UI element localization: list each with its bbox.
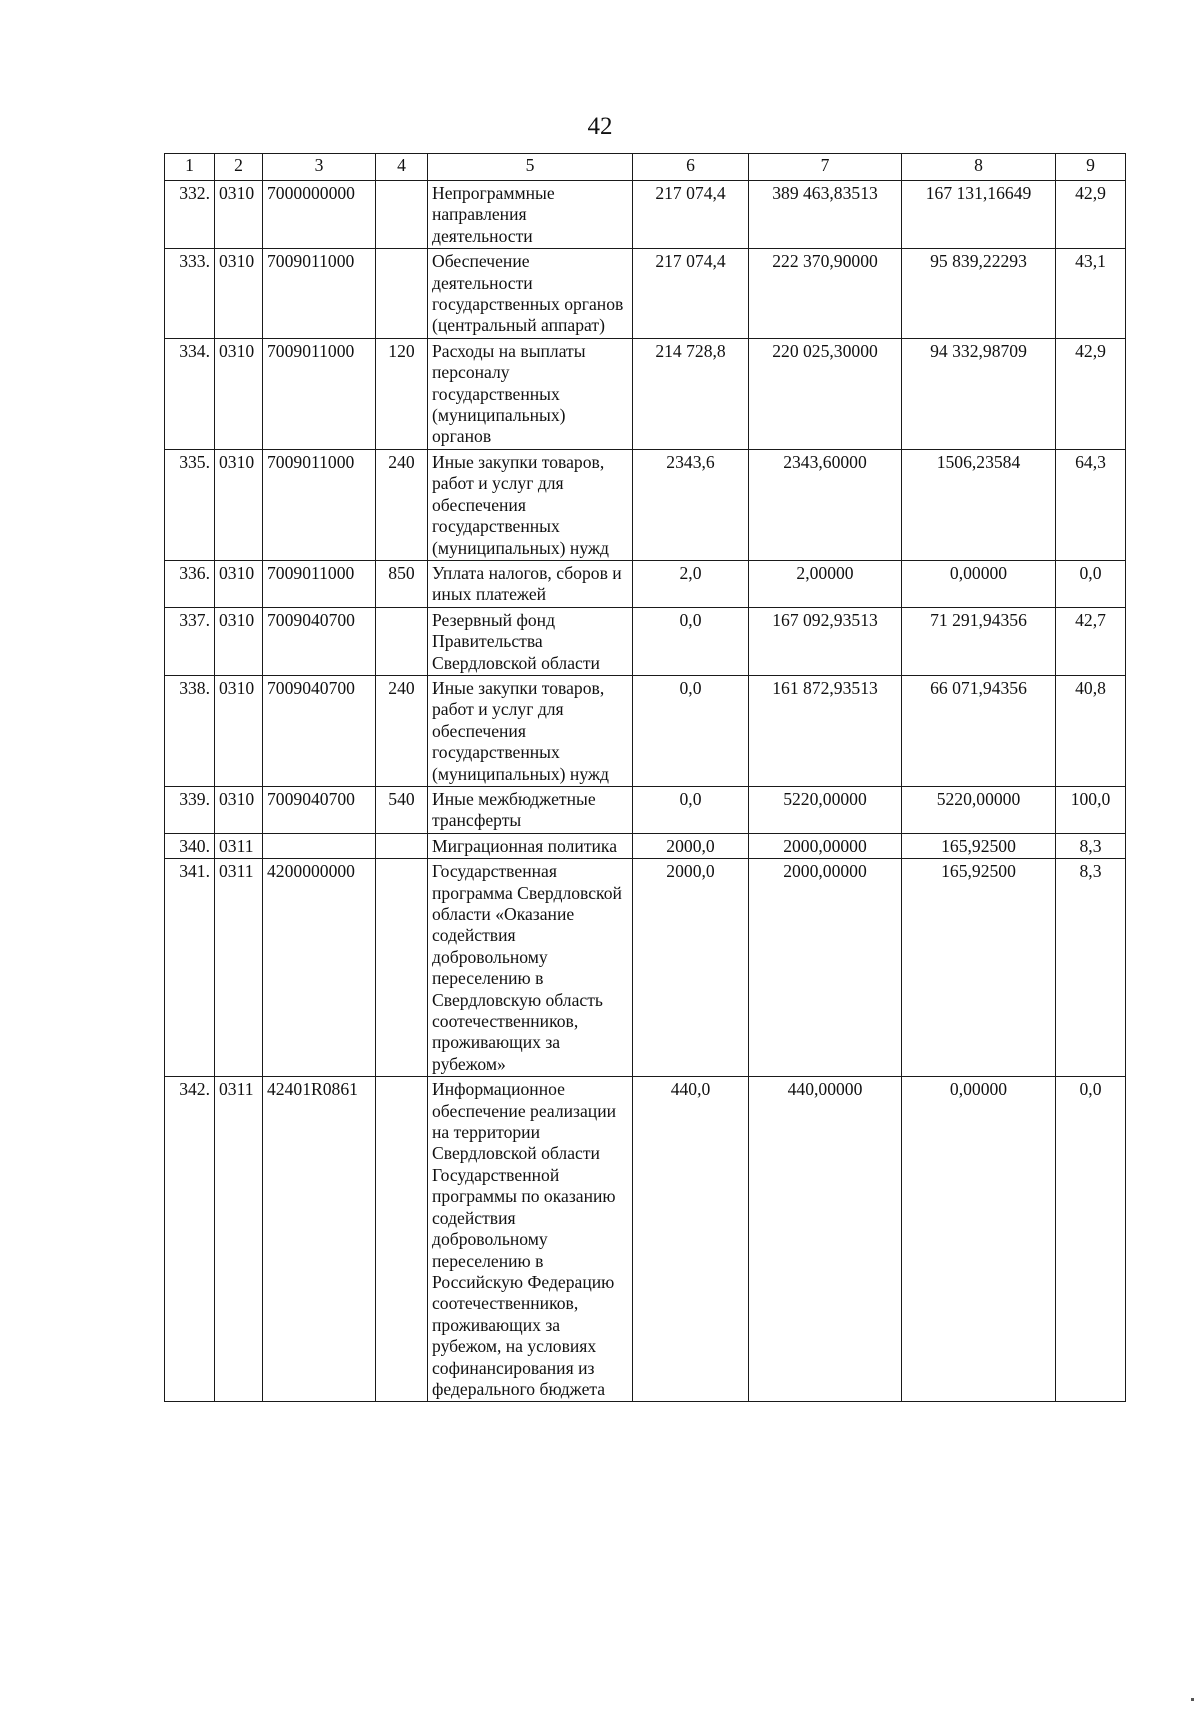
row-number-cell: 336. — [165, 560, 215, 607]
approved-amount-cell: 161 872,93513 — [749, 675, 902, 786]
header-cell-4: 4 — [376, 154, 428, 181]
expense-type-cell — [376, 859, 428, 1077]
header-cell-7: 7 — [749, 154, 902, 181]
header-row — [165, 154, 1126, 181]
section-code-cell: 0311 — [215, 1077, 263, 1402]
row-number-cell: 341. — [165, 859, 215, 1077]
table-row — [165, 1077, 1126, 1402]
table-row — [165, 859, 1126, 1077]
target-article-cell: 7009011000 — [263, 560, 376, 607]
expense-type-cell: 850 — [376, 560, 428, 607]
executed-amount-cell: 167 131,16649 — [902, 181, 1056, 249]
table-row — [165, 833, 1126, 858]
approved-amount-cell: 220 025,30000 — [749, 338, 902, 449]
approved-amount-cell: 2000,00000 — [749, 859, 902, 1077]
expense-type-cell — [376, 607, 428, 675]
page-number: 42 — [587, 113, 613, 140]
target-article-cell: 7000000000 — [263, 181, 376, 249]
execution-percent-cell: 40,8 — [1056, 675, 1126, 786]
executed-amount-cell: 165,92500 — [902, 859, 1056, 1077]
header-cell-2: 2 — [215, 154, 263, 181]
section-code-cell: 0310 — [215, 338, 263, 449]
table-row — [165, 675, 1126, 786]
execution-percent-cell: 64,3 — [1056, 449, 1126, 560]
row-number-cell: 334. — [165, 338, 215, 449]
row-number-cell: 333. — [165, 249, 215, 339]
planned-amount-cell: 2343,6 — [633, 449, 749, 560]
approved-amount-cell: 440,00000 — [749, 1077, 902, 1402]
expense-type-cell: 240 — [376, 449, 428, 560]
executed-amount-cell: 95 839,22293 — [902, 249, 1056, 339]
approved-amount-cell: 5220,00000 — [749, 786, 902, 833]
approved-amount-cell: 167 092,93513 — [749, 607, 902, 675]
section-code-cell: 0310 — [215, 449, 263, 560]
expense-type-cell — [376, 181, 428, 249]
section-code-cell: 0310 — [215, 249, 263, 339]
planned-amount-cell: 0,0 — [633, 607, 749, 675]
expense-type-cell — [376, 1077, 428, 1402]
executed-amount-cell: 165,92500 — [902, 833, 1056, 858]
item-name-cell: Миграционная политика — [428, 833, 633, 858]
section-code-cell: 0310 — [215, 675, 263, 786]
header-cell-3: 3 — [263, 154, 376, 181]
execution-percent-cell: 42,9 — [1056, 338, 1126, 449]
row-number-cell: 335. — [165, 449, 215, 560]
planned-amount-cell: 217 074,4 — [633, 181, 749, 249]
item-name-cell: Обеспечение деятельности государственных органов (центральный аппарат) — [428, 249, 633, 339]
budget-table — [164, 153, 1126, 1402]
execution-percent-cell: 43,1 — [1056, 249, 1126, 339]
table-row — [165, 786, 1126, 833]
expense-type-cell: 120 — [376, 338, 428, 449]
row-number-cell: 339. — [165, 786, 215, 833]
header-cell-6: 6 — [633, 154, 749, 181]
planned-amount-cell: 217 074,4 — [633, 249, 749, 339]
row-number-cell: 342. — [165, 1077, 215, 1402]
executed-amount-cell: 1506,23584 — [902, 449, 1056, 560]
item-name-cell: Уплата налогов, сборов и иных платежей — [428, 560, 633, 607]
section-code-cell: 0310 — [215, 181, 263, 249]
table-row — [165, 449, 1126, 560]
row-number-cell: 332. — [165, 181, 215, 249]
scan-mark — [1191, 1698, 1194, 1701]
table-row — [165, 338, 1126, 449]
approved-amount-cell: 2000,00000 — [749, 833, 902, 858]
section-code-cell: 0310 — [215, 560, 263, 607]
header-cell-5: 5 — [428, 154, 633, 181]
target-article-cell: 7009040700 — [263, 675, 376, 786]
header-cell-8: 8 — [902, 154, 1056, 181]
row-number-cell: 337. — [165, 607, 215, 675]
execution-percent-cell: 100,0 — [1056, 786, 1126, 833]
expense-type-cell: 240 — [376, 675, 428, 786]
table-row — [165, 181, 1126, 249]
approved-amount-cell: 2343,60000 — [749, 449, 902, 560]
planned-amount-cell: 214 728,8 — [633, 338, 749, 449]
expense-type-cell — [376, 249, 428, 339]
target-article-cell: 7009011000 — [263, 249, 376, 339]
execution-percent-cell: 0,0 — [1056, 1077, 1126, 1402]
table-row — [165, 607, 1126, 675]
planned-amount-cell: 0,0 — [633, 786, 749, 833]
item-name-cell: Иные закупки товаров, работ и услуг для обеспечения государственных (муниципальных) нужд — [428, 675, 633, 786]
executed-amount-cell: 94 332,98709 — [902, 338, 1056, 449]
item-name-cell: Непрограммные направления деятельности — [428, 181, 633, 249]
approved-amount-cell: 2,00000 — [749, 560, 902, 607]
approved-amount-cell: 222 370,90000 — [749, 249, 902, 339]
approved-amount-cell: 389 463,83513 — [749, 181, 902, 249]
execution-percent-cell: 42,9 — [1056, 181, 1126, 249]
row-number-cell: 338. — [165, 675, 215, 786]
executed-amount-cell: 66 071,94356 — [902, 675, 1056, 786]
target-article-cell: 7009011000 — [263, 449, 376, 560]
target-article-cell: 7009040700 — [263, 607, 376, 675]
execution-percent-cell: 8,3 — [1056, 859, 1126, 1077]
table-row — [165, 249, 1126, 339]
item-name-cell: Иные межбюджетные трансферты — [428, 786, 633, 833]
item-name-cell: Государственная программа Свердловской области «Оказание содействия добровольному переселению в Свердловскую область соотечественников, проживающих за рубежом» — [428, 859, 633, 1077]
item-name-cell: Резервный фонд Правительства Свердловской области — [428, 607, 633, 675]
item-name-cell: Расходы на выплаты персоналу государственных (муниципальных) органов — [428, 338, 633, 449]
executed-amount-cell: 71 291,94356 — [902, 607, 1056, 675]
table-row — [165, 560, 1126, 607]
section-code-cell: 0311 — [215, 833, 263, 858]
item-name-cell: Иные закупки товаров, работ и услуг для обеспечения государственных (муниципальных) нужд — [428, 449, 633, 560]
planned-amount-cell: 2000,0 — [633, 833, 749, 858]
executed-amount-cell: 5220,00000 — [902, 786, 1056, 833]
section-code-cell: 0310 — [215, 786, 263, 833]
execution-percent-cell: 42,7 — [1056, 607, 1126, 675]
expense-type-cell: 540 — [376, 786, 428, 833]
target-article-cell — [263, 833, 376, 858]
execution-percent-cell: 0,0 — [1056, 560, 1126, 607]
budget-table-body — [165, 181, 1126, 1402]
target-article-cell: 42401R0861 — [263, 1077, 376, 1402]
execution-percent-cell: 8,3 — [1056, 833, 1126, 858]
planned-amount-cell: 440,0 — [633, 1077, 749, 1402]
row-number-cell: 340. — [165, 833, 215, 858]
section-code-cell: 0310 — [215, 607, 263, 675]
executed-amount-cell: 0,00000 — [902, 560, 1056, 607]
target-article-cell: 7009040700 — [263, 786, 376, 833]
target-article-cell: 4200000000 — [263, 859, 376, 1077]
item-name-cell: Информационное обеспечение реализации на территории Свердловской области Государственной программы по оказанию содействия добровольному переселению в Российскую Федерацию соотечественников, проживающих за рубежом, на условиях софинансирования из федерального бюджета — [428, 1077, 633, 1402]
header-cell-1: 1 — [165, 154, 215, 181]
planned-amount-cell: 2,0 — [633, 560, 749, 607]
header-cell-9: 9 — [1056, 154, 1126, 181]
executed-amount-cell: 0,00000 — [902, 1077, 1056, 1402]
planned-amount-cell: 0,0 — [633, 675, 749, 786]
section-code-cell: 0311 — [215, 859, 263, 1077]
planned-amount-cell: 2000,0 — [633, 859, 749, 1077]
expense-type-cell — [376, 833, 428, 858]
target-article-cell: 7009011000 — [263, 338, 376, 449]
